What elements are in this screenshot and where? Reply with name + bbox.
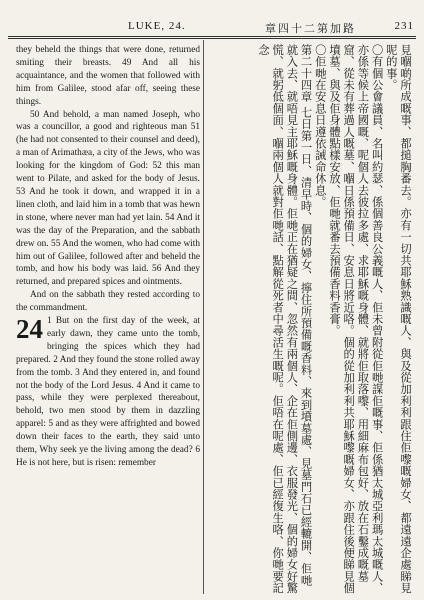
chapter-text: 1 But on the first day of the week, at early dawn, they came unto the tomb, bringing the spices which they had prepared. 2 And they found the stone rolled away from the tomb. 3 And they entered in, and found not the body of the Lord Jesus. 4 And it came to pass, while they were perplexed thereabout, behold, two men stood by them in dazzling apparel: 5 and as they were affrighted and bowed down their faces to the earth, they said unto them, Why seek ye the living among the dead? 6 He is not here, but is risen: remember [16, 316, 200, 468]
header-rule-double [8, 38, 416, 39]
chapter-number: 24 [16, 314, 43, 345]
chinese-paragraph-4: 第二十四章 七日第一日、清早時、個的婦女、擰住所預備嘅香料、來到墳墓處、見墓門石已經轆開、佢哋就入去、就唔見主耶穌嘅身體。佢哋正在猶疑之間、忽然有兩個人、企在佢側邊、衣服發光、個的婦女好驚慌、就躬低個面、嗰兩個人就對佢哋話、點解從死者中尋活生嘅呢。佢唔在呢處、佢已經復生咯、你哋要記念 [256, 44, 313, 594]
running-title-chinese: 章四十二第加路 [265, 23, 356, 35]
chinese-paragraph-2: 〇有個公會議員、名叫約瑟、係個善良公義嘅人、佢未曾附從佢哋謀佢嘅事、佢係猶太城亞利瑪太城嘅人、亦係等候上帝國嘅、呢個人去彼拉多處、求耶穌嘅身體、就將佢取落嚟、用細麻布包好、放在石鑿成嘅墓窟、從未有葬過人嘅墓、嗰日係預備日、安息日將近咯。個的從加利利共耶穌嚟嘅婦女、亦跟住後便睇見個墳墓、與及佢身體點樣安放、佢哋就番去預備香料香膏。 [327, 44, 384, 594]
header-rule [8, 36, 416, 37]
english-paragraph-2: 50 And behold, a man named Joseph, who was a councillor, a good and righteous man 51 (he had not consented to their counsel and deed), a man of Arimathæa, a city of the Jews, who was looking for the kingdom of God: 52 this man went to Pilate, and asked for the body of Jesus. 53 And he took it down, and wrapped it in a linen cloth, and laid him in a tomb that was hewn in stone, where never man had yet lain. 54 And it was the day of the Preparation, and the sabbath drew on. 55 And the women, who had come with him out of Galilee, followed after and beheld the tomb, and how his body was laid. 56 And they returned, and prepared spices and ointments. [16, 109, 200, 288]
english-paragraph-3: And on the sabbath they rested according to the commandment. [16, 290, 200, 314]
english-column [16, 44, 200, 594]
column-divider [203, 40, 204, 594]
english-chapter-paragraph [16, 315, 200, 470]
chinese-paragraph-1: 見嗰啲所成嘅事、都搥胸番去。亦有一切共耶穌熟識嘅人、與及從加利利跟住佢嚟嘅婦女、都遠遠企處睇見呢的事。 [384, 44, 412, 594]
chinese-column [212, 44, 412, 594]
chinese-paragraph-3: 〇佢哋在安息日遵依誡命休息。 [313, 44, 327, 208]
english-paragraph-1: they beheld the things that were done, returned smiting their breasts. 49 And all his acquaintance, and the women that followed with him from Galilee, stood afar off, seeing these things. [16, 45, 200, 107]
page-number: 231 [394, 20, 414, 32]
running-title-english: LUKE, 24. [128, 20, 186, 32]
